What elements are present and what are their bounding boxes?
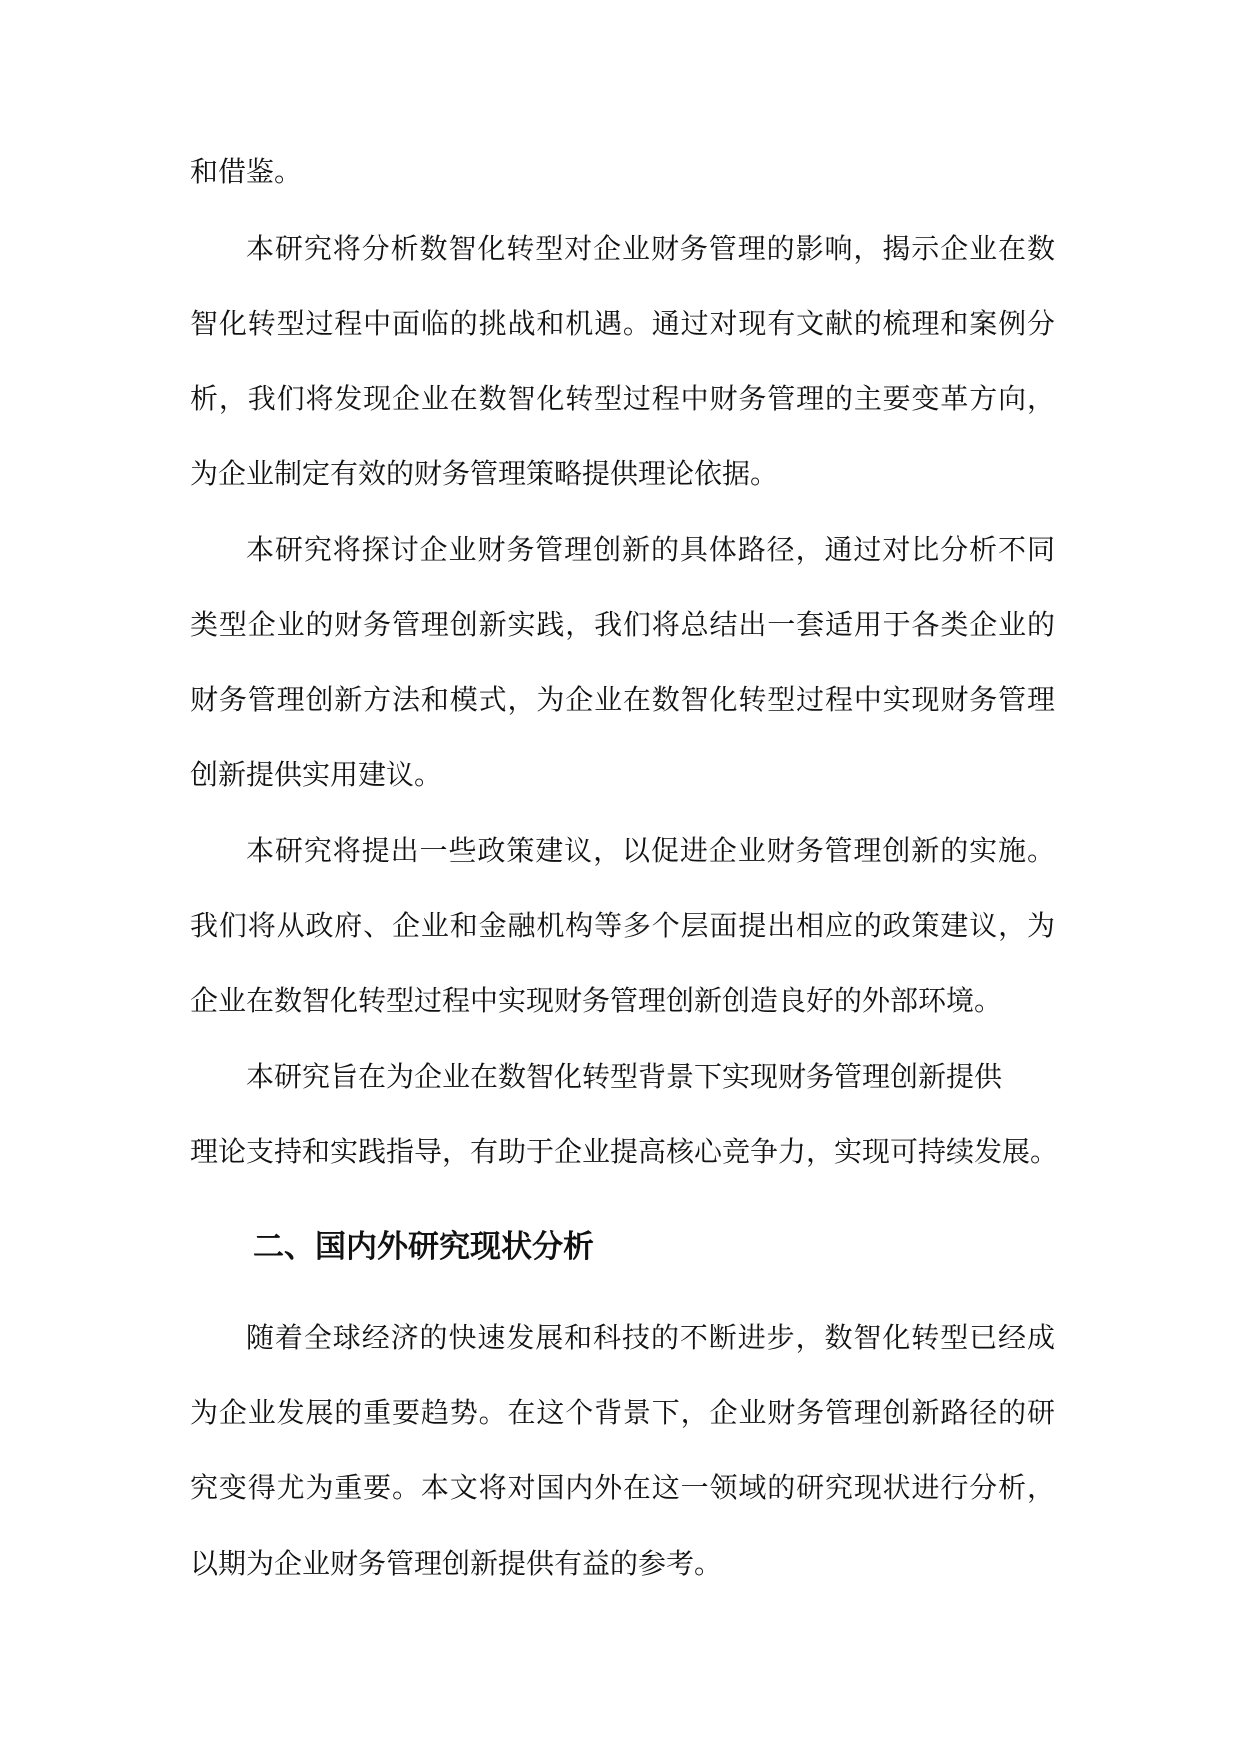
paragraph-line: 本研究将分析数智化转型对企业财务管理的影响，揭示企业在数: [246, 232, 1055, 265]
paragraph-line: 以期为企业财务管理创新提供有益的参考。: [190, 1547, 723, 1580]
paragraph-line: 我们将从政府、企业和金融机构等多个层面提出相应的政策建议，为: [190, 909, 1055, 942]
paragraph-line: 本研究将提出一些政策建议，以促进企业财务管理创新的实施。: [246, 834, 1055, 867]
paragraph-line: 类型企业的财务管理创新实践，我们将总结出一套适用于各类企业的: [190, 608, 1055, 641]
paragraph-line: 究变得尤为重要。本文将对国内外在这一领域的研究现状进行分析，: [190, 1471, 1055, 1504]
paragraph-line: 智化转型过程中面临的挑战和机遇。通过对现有文献的梳理和案例分: [190, 307, 1055, 340]
paragraph-line: 创新提供实用建议。: [190, 758, 443, 791]
paragraph-line: 为企业发展的重要趋势。在这个背景下，企业财务管理创新路径的研: [190, 1396, 1055, 1429]
paragraph-line: 本研究将探讨企业财务管理创新的具体路径，通过对比分析不同: [246, 533, 1055, 566]
paragraph-line: 财务管理创新方法和模式，为企业在数智化转型过程中实现财务管理: [190, 683, 1055, 716]
paragraph-line: 随着全球经济的快速发展和科技的不断进步，数智化转型已经成: [246, 1321, 1055, 1354]
paragraph-line: 析，我们将发现企业在数智化转型过程中财务管理的主要变革方向，: [190, 382, 1055, 415]
paragraph-line: 为企业制定有效的财务管理策略提供理论依据。: [190, 457, 779, 490]
paragraph-line: 和借鉴。: [190, 155, 303, 188]
paragraph-line: 企业在数智化转型过程中实现财务管理创新创造良好的外部环境。: [190, 984, 1003, 1017]
paragraph-line: 理论支持和实践指导，有助于企业提高核心竞争力，实现可持续发展。: [190, 1135, 1059, 1168]
section-heading: 二、国内外研究现状分析: [253, 1229, 594, 1265]
paragraph-line: 本研究旨在为企业在数智化转型背景下实现财务管理创新提供: [246, 1060, 1003, 1093]
